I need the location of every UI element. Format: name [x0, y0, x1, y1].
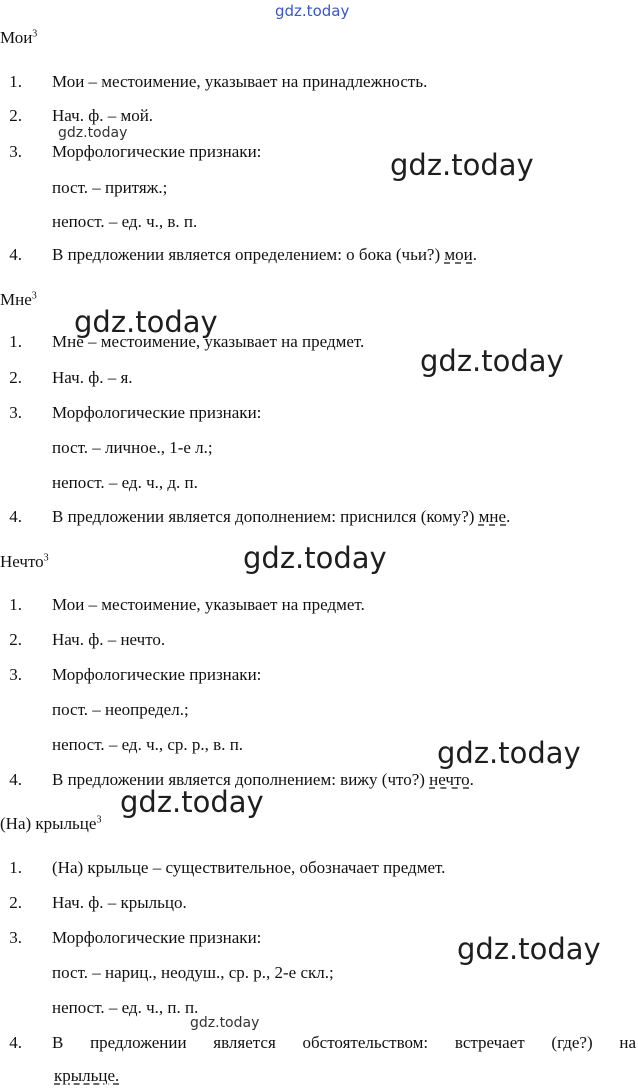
sub-line: непост. – ед. ч., ср. р., в. п. — [52, 735, 244, 754]
sub-line: пост. – неопредел.; — [52, 700, 189, 719]
watermark: gdz.today — [390, 148, 534, 182]
sub-line: пост. – притяж.; — [52, 178, 168, 197]
item-number: 4. — [9, 1033, 22, 1052]
watermark: gdz.today — [58, 125, 128, 141]
watermark: gdz.today — [420, 344, 564, 378]
item-number: 1. — [9, 332, 22, 351]
item-number: 4. — [9, 507, 22, 526]
item-number: 1. — [9, 595, 22, 614]
item-number: 4. — [9, 245, 22, 264]
watermark: gdz.today — [120, 785, 264, 819]
item-text: Морфологические признаки: — [52, 665, 262, 684]
item-text: Мои – местоимение, указывает на принадлежность. — [52, 72, 428, 91]
item-text: Нач. ф. – крыльцо. — [52, 893, 187, 912]
top-watermark: gdz.today — [275, 2, 350, 20]
item-number: 3. — [9, 142, 22, 161]
item-text: В предложении является обстоятельством: встречает (где?) на — [52, 1033, 636, 1052]
sub-line: непост. – ед. ч., в. п. — [52, 212, 198, 231]
item-number: 4. — [9, 770, 22, 789]
item-text: Морфологические признаки: — [52, 403, 262, 422]
item-text: В предложении является дополнением: вижу (что?) нечто. — [52, 770, 474, 789]
sub-line: пост. – личное., 1-е л.; — [52, 438, 213, 457]
item-text: Нач. ф. – нечто. — [52, 630, 166, 649]
item-number: 2. — [9, 368, 22, 387]
item-text: В предложении является определением: о бока (чьи?) мои. — [52, 245, 477, 264]
watermark: gdz.today — [74, 305, 218, 339]
watermark: gdz.today — [437, 736, 581, 770]
item-number: 3. — [9, 403, 22, 422]
watermark: gdz.today — [190, 1015, 260, 1031]
item-text: Морфологические признаки: — [52, 142, 262, 161]
word-heading: (На) крыльце$^3$ — [0, 814, 102, 833]
word-heading: Мне$^3$ — [0, 290, 37, 309]
item-number: 3. — [9, 665, 22, 684]
watermark: gdz.today — [457, 932, 601, 966]
item-number: 2. — [9, 630, 22, 649]
item-number: 2. — [9, 893, 22, 912]
sub-line: пост. – нариц., неодуш., ср. р., 2-е скл.; — [52, 963, 334, 982]
watermark: gdz.today — [243, 541, 387, 575]
word-heading: Мои$^3$ — [0, 28, 38, 47]
item-text: Мои – местоимение, указывает на предмет. — [52, 595, 365, 614]
item-number: 2. — [9, 106, 22, 125]
sub-line: непост. – ед. ч., п. п. — [52, 998, 199, 1017]
sub-line: непост. – ед. ч., д. п. — [52, 473, 198, 492]
word-heading: Нечто$^3$ — [0, 552, 49, 571]
item-text: Морфологические признаки: — [52, 928, 262, 947]
item-text: (На) крыльце – существительное, обозначает предмет. — [52, 858, 446, 877]
item-number: 1. — [9, 858, 22, 877]
item-number: 3. — [9, 928, 22, 947]
item-text-continued: крыльце. — [54, 1066, 120, 1085]
item-text: В предложении является дополнением: приснился (кому?) мне. — [52, 507, 511, 526]
item-text: Нач. ф. – я. — [52, 368, 133, 387]
item-text: Мне – местоимение, указывает на предмет. — [52, 332, 365, 351]
item-text: Нач. ф. – мой. — [52, 106, 154, 125]
item-number: 1. — [9, 72, 22, 91]
